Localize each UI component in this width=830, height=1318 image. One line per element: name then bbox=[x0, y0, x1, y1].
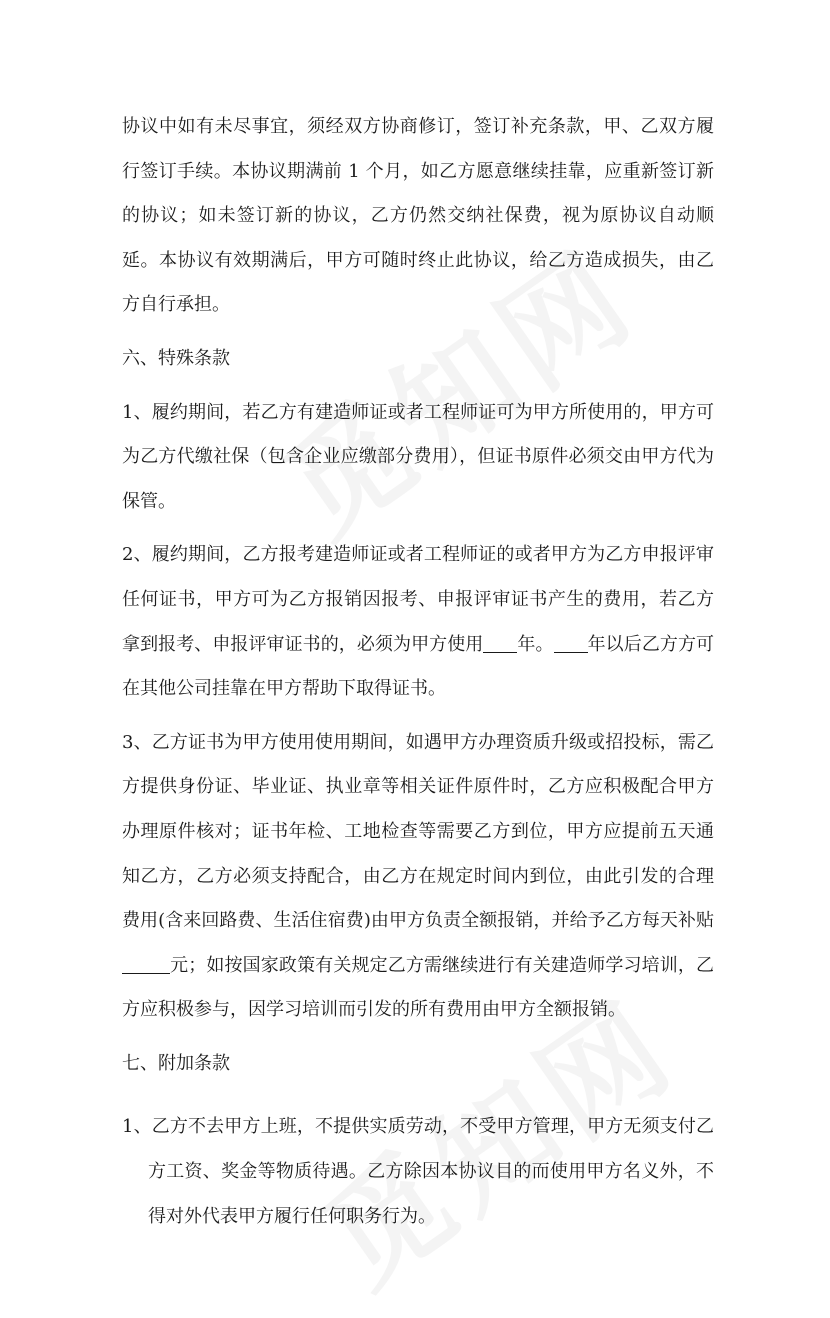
paragraph-gap bbox=[122, 1095, 714, 1104]
blank-years-field bbox=[483, 634, 517, 653]
special-term-item-2-text-a: 2、履约期间，乙方报考建造师证或者工程师证的或者甲方为乙方申报评审任何证书，甲方可为乙方报销因报考、申报评审证书产生的费用，若乙方拿到报考、申报评审证书的，必须为甲方使用 bbox=[122, 544, 714, 655]
paragraph-gap bbox=[122, 328, 714, 337]
special-term-item-2-text-b: 年。 bbox=[517, 633, 554, 655]
blank-allowance-field bbox=[122, 955, 170, 974]
special-term-item-2-text-c: 年以后乙方方可在其他公司挂靠在甲方帮助下取得证书。 bbox=[122, 633, 715, 700]
special-term-item-3-text-a: 3、乙方证书为甲方使用使用期间，如遇甲方办理资质升级或招投标，需乙方提供身份证、毕业证、执业章等相关证件原件时，乙方应积极配合甲方办理原件核对；证书年检、工地检查等需要乙方到位，甲方应提前五天通知乙方，乙方必须支持配合，由乙方在规定时间内到位，由此引发的合理费用(含来回路费、生活住宿费)由甲方负责全额报销，并给予乙方每天补贴 bbox=[122, 731, 714, 932]
special-term-item-3 bbox=[122, 721, 714, 1033]
paragraph-gap bbox=[122, 712, 714, 721]
document-body bbox=[122, 105, 714, 1239]
section-heading-additional-terms: 七、附加条款 bbox=[122, 1052, 230, 1074]
special-term-item-3-text-b: 元；如按国家政策有关规定乙方需继续进行有关建造师学习培训，乙方应积极参与，因学习培训而引发的所有费用由甲方全额报销。 bbox=[122, 954, 714, 1021]
paragraph-gap bbox=[122, 524, 714, 533]
special-term-item-2 bbox=[122, 533, 714, 711]
paragraph-gap bbox=[122, 382, 714, 391]
paragraph-agreement-renewal: 协议中如有未尽事宜，须经双方协商修订，签订补充条款，甲、乙双方履行签订手续。本协议期满前 1 个月，如乙方愿意继续挂靠，应重新签订新的协议；如未签订新的协议，乙方仍然交纳社保费，视为原协议自动顺延。本协议有效期满后，甲方可随时终止此协议，给乙方造成损失，由乙方自行承担。 bbox=[122, 116, 714, 316]
special-term-item-1: 1、履约期间，若乙方有建造师证或者工程师证可为甲方所使用的，甲方可为乙方代缴社保（包含企业应缴部分费用），但证书原件必须交由甲方代为保管。 bbox=[122, 401, 714, 512]
paragraph-gap bbox=[122, 1033, 714, 1042]
additional-term-item-1: 1、乙方不去甲方上班，不提供实质劳动，不受甲方管理，甲方无须支付乙方工资、奖金等物质待遇。乙方除因本协议目的而使用甲方名义外，不得对外代表甲方履行任何职务行为。 bbox=[122, 1116, 714, 1228]
paragraph-gap bbox=[122, 1086, 714, 1095]
blank-years-field-2 bbox=[554, 634, 588, 653]
section-heading-special-terms: 六、特殊条款 bbox=[122, 347, 230, 369]
